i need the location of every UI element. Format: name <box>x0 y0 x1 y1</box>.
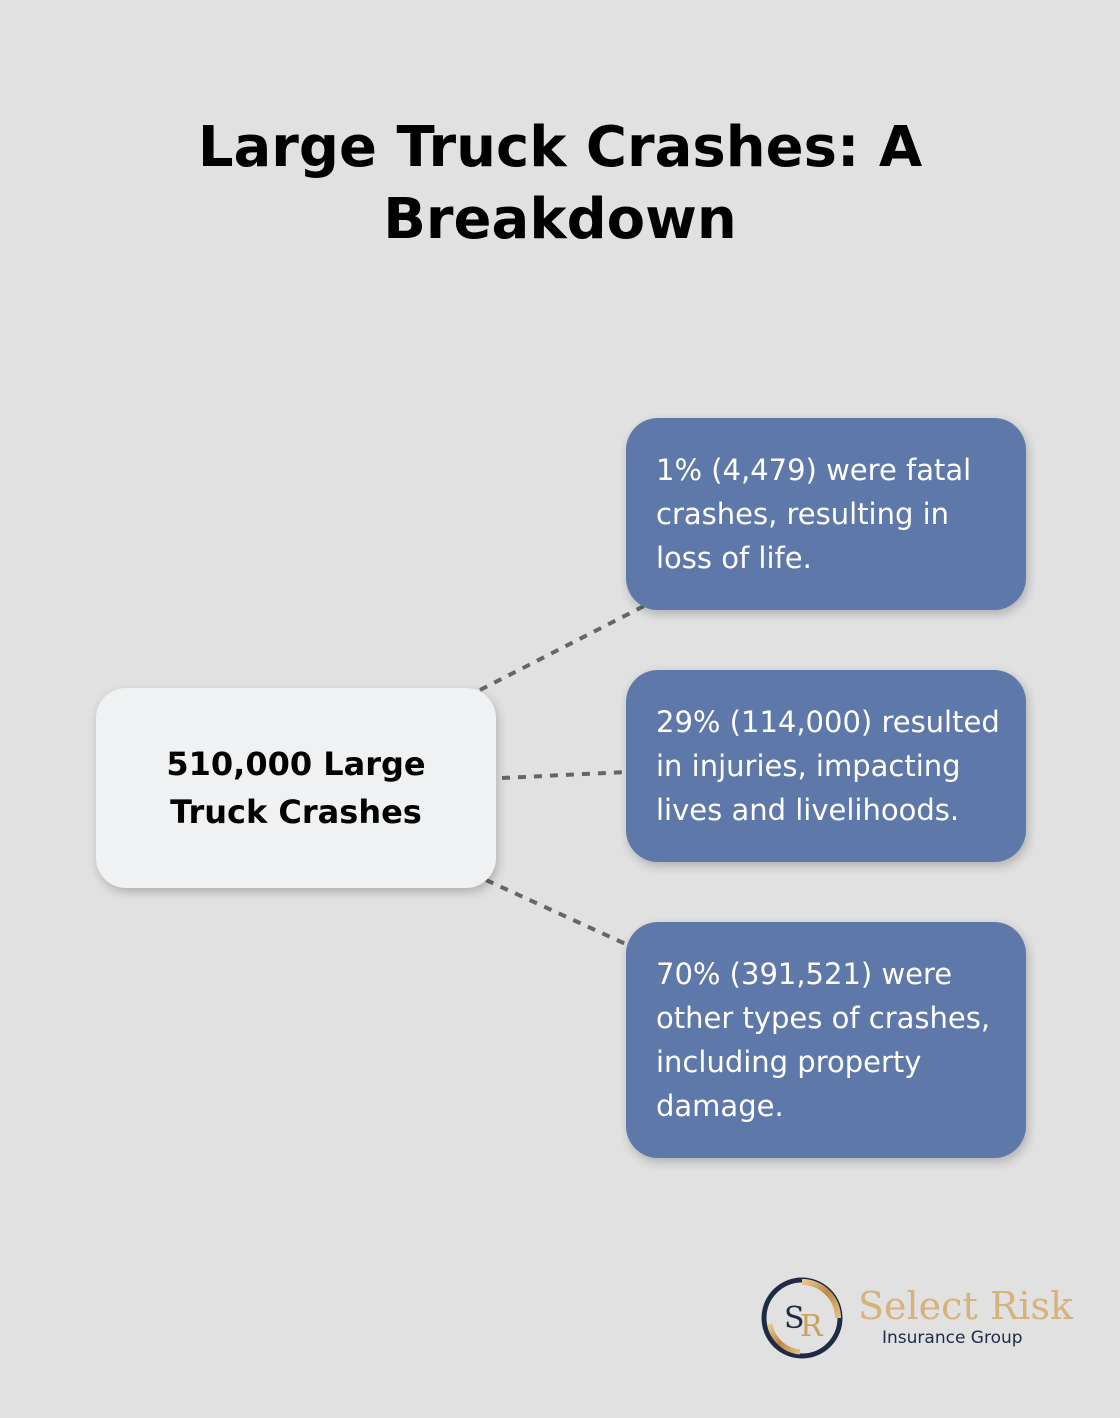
breakdown-item-other <box>626 922 1026 1158</box>
connector-line-1 <box>480 606 644 690</box>
connector-line-2 <box>502 772 626 778</box>
connector-line-3 <box>486 880 630 946</box>
page-title: Large Truck Crashes: A Breakdown <box>197 115 923 252</box>
breakdown-item-injuries <box>626 670 1026 862</box>
company-logo <box>760 1276 1080 1360</box>
logo-company-subtitle: Insurance Group <box>882 1328 1023 1348</box>
breakdown-item-label: 29% (114,000) resulted in injuries, impacting lives and livelihoods. <box>656 705 1000 827</box>
breakdown-item-fatal <box>626 418 1026 610</box>
root-node <box>96 688 496 888</box>
logo-monogram-icon <box>760 1276 844 1360</box>
logo-company-name: Select Risk <box>858 1284 1074 1328</box>
svg-text:S: S <box>784 1301 805 1336</box>
root-node-label: 510,000 Large Truck Crashes <box>166 745 426 831</box>
breakdown-item-label: 70% (391,521) were other types of crashes, including property damage. <box>656 957 991 1123</box>
breakdown-item-label: 1% (4,479) were fatal crashes, resulting in loss of life. <box>656 453 972 575</box>
svg-text:R: R <box>800 1309 823 1344</box>
